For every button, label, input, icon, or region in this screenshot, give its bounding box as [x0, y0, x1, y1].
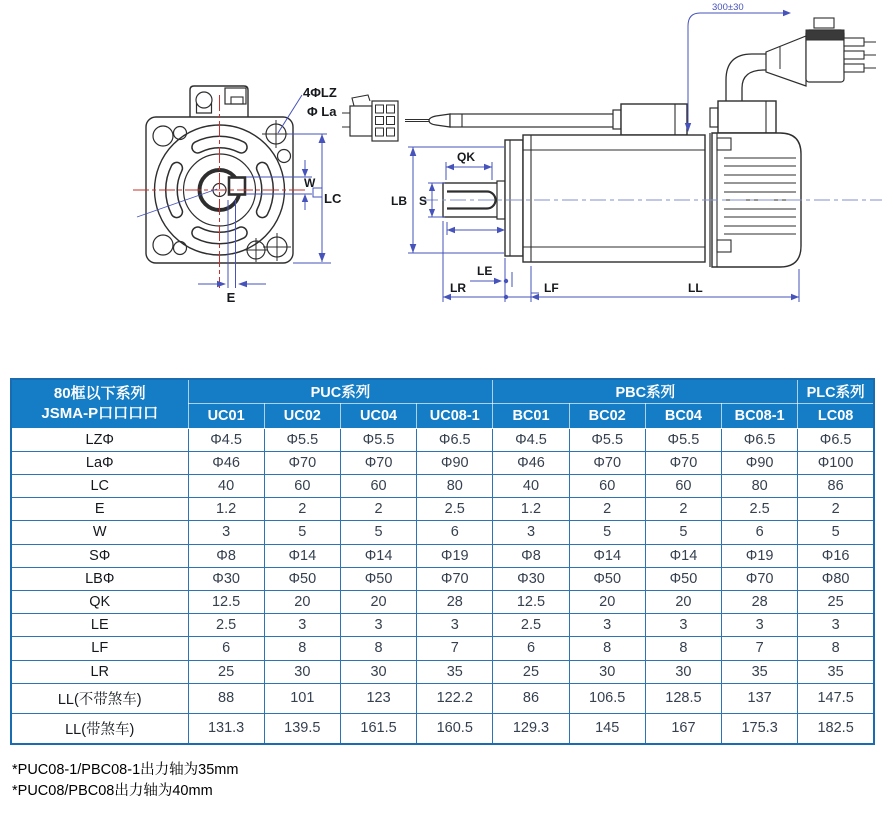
row-label: LL(不带煞车): [11, 683, 188, 713]
cell-value: 6: [722, 521, 798, 544]
cell-value: 131.3: [188, 713, 264, 744]
cell-value: 123: [340, 683, 416, 713]
cell-value: 3: [569, 614, 645, 637]
cell-value: Φ14: [264, 544, 340, 567]
cell-value: Φ5.5: [264, 428, 340, 451]
label-shaft-diameter: S: [419, 194, 428, 208]
cell-value: 8: [264, 637, 340, 660]
cell-value: Φ70: [340, 451, 416, 474]
cell-value: Φ8: [493, 544, 569, 567]
cell-value: 1.2: [188, 498, 264, 521]
cell-value: 86: [798, 474, 874, 497]
model-column-header: UC02: [264, 403, 340, 428]
cell-value: 30: [569, 660, 645, 683]
model-column-header: BC04: [645, 403, 721, 428]
cell-value: Φ30: [188, 567, 264, 590]
motor-dimension-drawing: [0, 0, 885, 368]
cell-value: 35: [417, 660, 493, 683]
cell-value: 6: [188, 637, 264, 660]
cell-value: 88: [188, 683, 264, 713]
spec-table: [10, 378, 875, 745]
cell-value: 2: [264, 498, 340, 521]
cell-value: Φ14: [569, 544, 645, 567]
cell-value: 28: [722, 590, 798, 613]
row-label: SΦ: [11, 544, 188, 567]
model-column-header: UC01: [188, 403, 264, 428]
table-row: [11, 683, 874, 713]
cell-value: Φ6.5: [722, 428, 798, 451]
cell-value: 8: [798, 637, 874, 660]
table-row: [11, 590, 874, 613]
cell-value: 122.2: [417, 683, 493, 713]
table-row: [11, 521, 874, 544]
cell-value: 2.5: [493, 614, 569, 637]
cell-value: Φ6.5: [417, 428, 493, 451]
technical-drawing: [0, 0, 885, 368]
cell-value: Φ4.5: [493, 428, 569, 451]
cell-value: Φ70: [264, 451, 340, 474]
row-label: LL(带煞车): [11, 713, 188, 744]
cell-value: Φ70: [722, 567, 798, 590]
cell-value: 3: [722, 614, 798, 637]
table-row: [11, 451, 874, 474]
model-column-header: BC01: [493, 403, 569, 428]
cell-value: 60: [569, 474, 645, 497]
cell-value: Φ70: [645, 451, 721, 474]
cell-value: 128.5: [645, 683, 721, 713]
cell-value: Φ14: [645, 544, 721, 567]
cell-value: 5: [264, 521, 340, 544]
row-label: LBΦ: [11, 567, 188, 590]
label-key-width: W: [304, 176, 316, 190]
label-key-length: QK: [457, 150, 475, 164]
cell-value: Φ16: [798, 544, 874, 567]
label-key-offset: E: [226, 290, 236, 305]
cell-value: 3: [493, 521, 569, 544]
table-corner-header: 80框以下系列 JSMA-P口口口口: [11, 379, 188, 428]
table-row: [11, 614, 874, 637]
cell-value: 2.5: [722, 498, 798, 521]
cell-value: Φ19: [722, 544, 798, 567]
cell-value: 5: [340, 521, 416, 544]
cell-value: 28: [417, 590, 493, 613]
cell-value: 160.5: [417, 713, 493, 744]
spec-table-body: [11, 428, 874, 744]
cell-value: 20: [569, 590, 645, 613]
cell-value: 25: [188, 660, 264, 683]
cell-value: 139.5: [264, 713, 340, 744]
cell-value: 2: [340, 498, 416, 521]
cell-value: 147.5: [798, 683, 874, 713]
cell-value: Φ50: [340, 567, 416, 590]
row-label: W: [11, 521, 188, 544]
cell-value: 25: [493, 660, 569, 683]
model-column-header: UC04: [340, 403, 416, 428]
cell-value: 8: [569, 637, 645, 660]
cell-value: Φ5.5: [340, 428, 416, 451]
cell-value: 25: [798, 590, 874, 613]
cell-value: Φ90: [722, 451, 798, 474]
cell-value: 20: [340, 590, 416, 613]
cell-value: Φ5.5: [569, 428, 645, 451]
cell-value: 30: [264, 660, 340, 683]
row-label: LE: [11, 614, 188, 637]
cell-value: 12.5: [188, 590, 264, 613]
cell-value: 129.3: [493, 713, 569, 744]
cell-value: 106.5: [569, 683, 645, 713]
cell-value: 60: [340, 474, 416, 497]
cell-value: Φ46: [493, 451, 569, 474]
table-row: [11, 567, 874, 590]
cell-value: 6: [417, 521, 493, 544]
cell-value: 182.5: [798, 713, 874, 744]
row-label: QK: [11, 590, 188, 613]
spec-table-head: [11, 379, 874, 428]
table-row: [11, 637, 874, 660]
row-label: LF: [11, 637, 188, 660]
cell-value: 2: [569, 498, 645, 521]
label-lr: LR: [450, 281, 466, 295]
cell-value: 8: [645, 637, 721, 660]
table-row: [11, 498, 874, 521]
cell-value: Φ90: [417, 451, 493, 474]
table-row: [11, 660, 874, 683]
cell-value: 2.5: [417, 498, 493, 521]
series-group-header: PBC系列: [493, 379, 798, 403]
cell-value: 137: [722, 683, 798, 713]
cell-value: Φ14: [340, 544, 416, 567]
cell-value: 12.5: [493, 590, 569, 613]
cell-value: 60: [264, 474, 340, 497]
row-label: LC: [11, 474, 188, 497]
cell-value: Φ80: [798, 567, 874, 590]
model-column-header: BC08-1: [722, 403, 798, 428]
label-pilot-diameter: Φ La: [307, 104, 337, 119]
cell-value: Φ50: [645, 567, 721, 590]
cell-value: 20: [264, 590, 340, 613]
cell-value: 5: [569, 521, 645, 544]
row-label: LaΦ: [11, 451, 188, 474]
model-column-header: BC02: [569, 403, 645, 428]
side-view: [342, 18, 876, 267]
cell-value: Φ4.5: [188, 428, 264, 451]
cell-value: 2.5: [188, 614, 264, 637]
cell-value: 8: [340, 637, 416, 660]
label-frame-size: LC: [324, 191, 342, 206]
cell-value: 1.2: [493, 498, 569, 521]
row-label: LZΦ: [11, 428, 188, 451]
cell-value: 2: [798, 498, 874, 521]
cell-value: 5: [798, 521, 874, 544]
cell-value: 35: [798, 660, 874, 683]
label-pilot: LB: [391, 194, 407, 208]
cell-value: 86: [493, 683, 569, 713]
cell-value: 5: [645, 521, 721, 544]
cell-value: 3: [645, 614, 721, 637]
cell-value: 3: [264, 614, 340, 637]
cell-value: 7: [417, 637, 493, 660]
model-column-header: UC08-1: [417, 403, 493, 428]
cell-value: Φ6.5: [798, 428, 874, 451]
row-label: E: [11, 498, 188, 521]
label-bolt-holes: 4ΦLZ: [303, 85, 337, 100]
label-le: LE: [477, 264, 493, 278]
cell-value: Φ19: [417, 544, 493, 567]
cell-value: 167: [645, 713, 721, 744]
cell-value: 30: [645, 660, 721, 683]
label-lf: LF: [544, 281, 559, 295]
cell-value: 40: [188, 474, 264, 497]
label-ll: LL: [688, 281, 703, 295]
cell-value: 30: [340, 660, 416, 683]
series-group-header: PUC系列: [188, 379, 493, 403]
cell-value: Φ8: [188, 544, 264, 567]
cell-value: 161.5: [340, 713, 416, 744]
cell-value: 80: [417, 474, 493, 497]
cell-value: 60: [645, 474, 721, 497]
cell-value: 3: [798, 614, 874, 637]
cell-value: Φ70: [417, 567, 493, 590]
cell-value: 80: [722, 474, 798, 497]
cell-value: 40: [493, 474, 569, 497]
cell-value: 2: [645, 498, 721, 521]
cell-value: Φ46: [188, 451, 264, 474]
series-group-header: PLC系列: [798, 379, 874, 403]
cell-value: Φ70: [569, 451, 645, 474]
table-row: [11, 428, 874, 451]
cell-value: Φ50: [569, 567, 645, 590]
label-cable-length: 300±30: [712, 2, 744, 13]
cell-value: 35: [722, 660, 798, 683]
table-row: [11, 713, 874, 744]
cell-value: 145: [569, 713, 645, 744]
footnotes: [12, 760, 238, 802]
cell-value: 3: [340, 614, 416, 637]
cell-value: 101: [264, 683, 340, 713]
cell-value: 20: [645, 590, 721, 613]
cell-value: Φ30: [493, 567, 569, 590]
cell-value: 175.3: [722, 713, 798, 744]
cell-value: Φ5.5: [645, 428, 721, 451]
footnote-line: *PUC08-1/PBC08-1出力轴为35mm: [12, 762, 239, 778]
table-row: [11, 474, 874, 497]
cell-value: Φ100: [798, 451, 874, 474]
cell-value: 3: [417, 614, 493, 637]
cell-value: Φ50: [264, 567, 340, 590]
model-column-header: LC08: [798, 403, 874, 428]
table-row: [11, 544, 874, 567]
footnote-line: *PUC08/PBC08出力轴为40mm: [12, 783, 213, 800]
cell-value: 6: [493, 637, 569, 660]
cell-value: 7: [722, 637, 798, 660]
spec-table-section: [10, 378, 875, 745]
row-label: LR: [11, 660, 188, 683]
cell-value: 3: [188, 521, 264, 544]
